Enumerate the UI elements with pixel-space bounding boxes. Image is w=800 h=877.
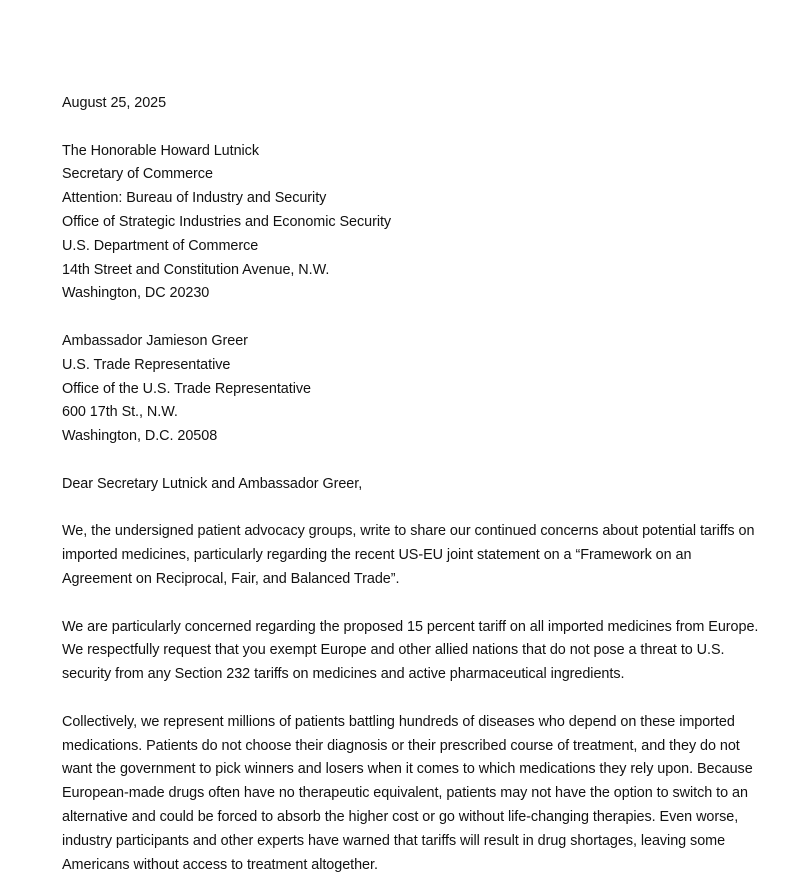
recipient-block-greer: [62, 330, 762, 449]
recipient-line: Ambassador Jamieson Greer: [62, 332, 248, 349]
letter-paragraph: Collectively, we represent millions of patients battling hundreds of diseases who depend on these imported medications. Patients do not choose their diagnosis or their prescribed course of treatment, and they do not want the government to pick winners and losers when it comes to which medications they rely upon. Because European-made drugs often have no therapeutic equivalent, patients may not have the option to switch to an alternative and could be forced to absorb the higher cost or go without life-changing therapies. Even worse, industry participants and other experts have warned that tariffs will result in drug shortages, leaving some Americans without access to treatment altogether.: [62, 713, 753, 873]
recipient-line: U.S. Trade Representative: [62, 356, 231, 373]
letter-date-block: [62, 92, 762, 116]
letter-paragraph: We, the undersigned patient advocacy groups, write to share our continued concerns about potential tariffs on imported medicines, particularly regarding the recent US-EU joint statement on a “Framework on an Agreement on Reciprocal, Fair, and Balanced Trade”.: [62, 523, 755, 587]
recipient-line: Office of the U.S. Trade Representative: [62, 380, 311, 397]
letter-salutation: Dear Secretary Lutnick and Ambassador Greer,: [62, 475, 363, 492]
letter-body: [62, 92, 762, 877]
letter-paragraph: We are particularly concerned regarding the proposed 15 percent tariff on all imported medicines from Europe. We respectfully request that you exempt Europe and other allied nations that do not pose a threat to U.S. security from any Section 232 tariffs on medicines and active pharmaceutical ingredients.: [62, 618, 759, 683]
recipient-line: 600 17th St., N.W.: [62, 404, 178, 421]
letter-date: August 25, 2025: [62, 95, 167, 111]
recipient-line: U.S. Department of Commerce: [62, 237, 259, 254]
recipient-line: 14th Street and Constitution Avenue, N.W.: [62, 261, 330, 278]
recipient-block-lutnick: [62, 140, 762, 307]
recipient-line: The Honorable Howard Lutnick: [62, 142, 259, 159]
recipient-line: Office of Strategic Industries and Economic Security: [62, 213, 392, 230]
recipient-line: Secretary of Commerce: [62, 166, 213, 183]
recipient-line: Washington, DC 20230: [62, 285, 210, 302]
recipient-line: Attention: Bureau of Industry and Security: [62, 190, 327, 207]
recipient-line: Washington, D.C. 20508: [62, 428, 218, 445]
